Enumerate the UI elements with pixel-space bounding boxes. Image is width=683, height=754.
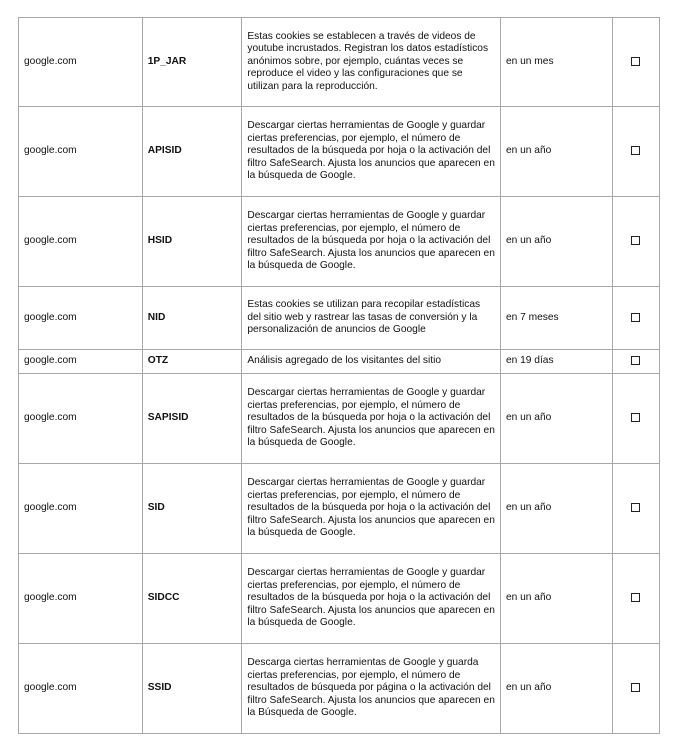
cookie-name: NID <box>142 287 242 350</box>
cookie-checkbox-cell <box>612 287 659 350</box>
table-row <box>19 18 660 107</box>
cookie-checkbox[interactable] <box>631 593 640 602</box>
cookie-checkbox[interactable] <box>631 683 640 692</box>
table-row <box>19 350 660 374</box>
cookie-domain: google.com <box>19 350 143 374</box>
cookie-checkbox[interactable] <box>631 313 640 322</box>
cookie-expiry: en un año <box>500 374 612 464</box>
cookie-expiry: en 7 meses <box>500 287 612 350</box>
cookie-domain: google.com <box>19 374 143 464</box>
cookie-name: SID <box>142 464 242 554</box>
cookie-description: Descargar ciertas herramientas de Google y guardar ciertas preferencias, por ejemplo, el número de resultados de la búsqueda por hoja o la activación del filtro SafeSearch. Ajusta los anuncios que aparecen en la búsqueda de Google. <box>242 464 501 554</box>
cookie-expiry: en un año <box>500 197 612 287</box>
cookie-expiry: en un año <box>500 464 612 554</box>
cookie-domain: google.com <box>19 197 143 287</box>
cookie-checkbox[interactable] <box>631 356 640 365</box>
cookie-description: Estas cookies se establecen a través de videos de youtube incrustados. Registran los datos estadísticos anónimos sobre, por ejemplo, cuántas veces se reproduce el video y las configuraciones que se utilizan para la reproducción. <box>242 18 501 107</box>
table-row <box>19 644 660 734</box>
cookie-checkbox-cell <box>612 464 659 554</box>
cookie-checkbox[interactable] <box>631 413 640 422</box>
cookie-checkbox-cell <box>612 197 659 287</box>
cookie-table-body <box>19 18 660 734</box>
cookie-checkbox[interactable] <box>631 57 640 66</box>
cookie-checkbox-cell <box>612 554 659 644</box>
table-row <box>19 197 660 287</box>
table-row <box>19 554 660 644</box>
cookie-checkbox[interactable] <box>631 146 640 155</box>
cookie-domain: google.com <box>19 287 143 350</box>
table-row <box>19 374 660 464</box>
cookie-description: Estas cookies se utilizan para recopilar estadísticas del sitio web y rastrear las tasas de conversión y la personalización de anuncios de Google <box>242 287 501 350</box>
cookie-description: Descargar ciertas herramientas de Google y guardar ciertas preferencias, por ejemplo, el número de resultados de la búsqueda por hoja o la activación del filtro SafeSearch. Ajusta los anuncios que aparecen en la búsqueda de Google. <box>242 374 501 464</box>
cookie-checkbox-cell <box>612 107 659 197</box>
cookie-expiry: en un año <box>500 107 612 197</box>
cookie-expiry: en un año <box>500 554 612 644</box>
cookie-description: Descargar ciertas herramientas de Google y guardar ciertas preferencias, por ejemplo, el número de resultados de la búsqueda por hoja o la activación del filtro SafeSearch. Ajusta los anuncios que aparecen en la búsqueda de Google. <box>242 197 501 287</box>
cookie-domain: google.com <box>19 18 143 107</box>
cookie-checkbox-cell <box>612 644 659 734</box>
table-row <box>19 464 660 554</box>
cookie-domain: google.com <box>19 644 143 734</box>
cookie-checkbox[interactable] <box>631 236 640 245</box>
cookie-table <box>18 17 660 734</box>
cookie-table-container <box>18 17 660 734</box>
cookie-name: OTZ <box>142 350 242 374</box>
cookie-name: APISID <box>142 107 242 197</box>
cookie-name: SIDCC <box>142 554 242 644</box>
cookie-description: Análisis agregado de los visitantes del sitio <box>242 350 501 374</box>
cookie-checkbox[interactable] <box>631 503 640 512</box>
cookie-domain: google.com <box>19 554 143 644</box>
table-row <box>19 107 660 197</box>
cookie-description: Descargar ciertas herramientas de Google y guardar ciertas preferencias, por ejemplo, el número de resultados de la búsqueda por hoja o la activación del filtro SafeSearch. Ajusta los anuncios que aparecen en la búsqueda de Google. <box>242 554 501 644</box>
cookie-checkbox-cell <box>612 374 659 464</box>
cookie-description: Descargar ciertas herramientas de Google y guardar ciertas preferencias, por ejemplo, el número de resultados de la búsqueda por hoja o la activación del filtro SafeSearch. Ajusta los anuncios que aparecen en la búsqueda de Google. <box>242 107 501 197</box>
cookie-checkbox-cell <box>612 18 659 107</box>
cookie-expiry: en 19 días <box>500 350 612 374</box>
cookie-domain: google.com <box>19 464 143 554</box>
cookie-name: SAPISID <box>142 374 242 464</box>
cookie-expiry: en un mes <box>500 18 612 107</box>
cookie-expiry: en un año <box>500 644 612 734</box>
cookie-name: SSID <box>142 644 242 734</box>
cookie-description: Descarga ciertas herramientas de Google y guarda ciertas preferencias, por ejemplo, el número de resultados de búsqueda por página o la activación del filtro SafeSearch. Ajusta los anuncios que aparecen en la Búsqueda de Google. <box>242 644 501 734</box>
cookie-name: 1P_JAR <box>142 18 242 107</box>
cookie-name: HSID <box>142 197 242 287</box>
cookie-domain: google.com <box>19 107 143 197</box>
table-row <box>19 287 660 350</box>
cookie-checkbox-cell <box>612 350 659 374</box>
